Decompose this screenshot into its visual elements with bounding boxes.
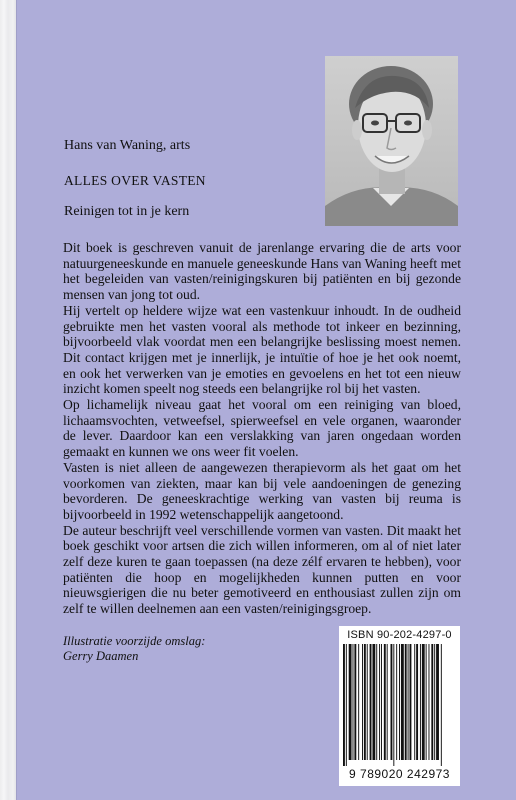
- author-photo: [325, 56, 458, 226]
- barcode-panel: [339, 626, 460, 786]
- book-subtitle: Reinigen tot in je kern: [64, 204, 190, 219]
- barcode-bar: [420, 644, 421, 760]
- barcode-bar: [414, 644, 415, 760]
- barcode-bar: [416, 644, 418, 760]
- blurb-text: [63, 240, 461, 617]
- illustrator-name: Gerry Daamen: [63, 649, 139, 663]
- barcode-bar: [441, 644, 442, 766]
- barcode-icon: [343, 644, 456, 766]
- illustration-label: Illustratie voorzijde omslag:: [63, 634, 206, 648]
- barcode-bar: [436, 644, 439, 760]
- barcode-bar: [396, 644, 397, 760]
- barcode-bar: [367, 644, 368, 760]
- barcode-bar: [393, 644, 394, 766]
- isbn-number: ISBN 90-202-4297-0: [347, 629, 452, 641]
- barcode-bar: [354, 644, 356, 760]
- barcode-bar: [431, 644, 433, 760]
- barcode-bar: [408, 644, 409, 760]
- barcode-bar: [410, 644, 412, 760]
- barcode-bar: [353, 644, 354, 760]
- barcode-bar: [399, 644, 400, 760]
- author-portrait-icon: [325, 56, 458, 226]
- barcode-bar: [364, 644, 366, 760]
- barcode-bar: [426, 644, 427, 760]
- book-title: ALLES OVER VASTEN: [64, 173, 206, 188]
- barcode-bar: [434, 644, 435, 760]
- illustration-credit: [63, 634, 205, 664]
- blurb-paragraph: De auteur beschrijft veel verschillende vormen van vasten. Dit maakt het boek geschikt voor artsen die zich willen informeren, om al of niet later zelf deze kuren te gaan toepassen (na deze zélf ervaren te hebben), voor patiënten die hoop en mogelijkheden kunnen putten en voor nieuwsgierigen die nu beter gemotiveerd en enthousiast zullen zijn om zelf te willen deelnemen aan een vasten/reinigingsgroep.: [63, 522, 461, 617]
- blurb-paragraph: Vasten is niet alleen de aangewezen therapievorm als het gaat om het voorkomen van ziekten, maar kan bij vele aandoeningen de genezing bevorderen. De geneeskrachtige werking van vasten bij reuma is bijvoorbeeld in 1992 wetenschappelijk aangetoond.: [63, 459, 461, 522]
- barcode-bar: [391, 644, 393, 760]
- barcode-bar: [346, 644, 347, 766]
- barcode-bar: [358, 644, 359, 760]
- barcode-bar: [429, 644, 430, 760]
- barcode-bar: [384, 644, 386, 760]
- barcode-bar: [405, 644, 407, 760]
- barcode-bar: [362, 644, 363, 760]
- barcode-bar: [370, 644, 372, 760]
- barcode-bar: [372, 644, 375, 760]
- blurb-paragraph: Op lichamelijk niveau gaat het vooral om een reiniging van bloed, lichaamsvochten, vetweefsel, spierweefsel en vele organen, waaronder de lever. Daardoor kan een verslakking van jaren ongedaan worden gemaakt en kunnen we ons weer fit voelen.: [63, 397, 461, 460]
- author-name: Hans van Waning, arts: [64, 138, 191, 153]
- blurb-paragraph: Dit boek is geschreven vanuit de jarenlange ervaring die de arts voor natuurgeneeskunde en manuele geneeskunde Hans van Waning heeft met het begeleiden van vasten/reinigingskuren bij patiënten en bij gezonde mensen van jong tot oud.: [63, 240, 461, 303]
- barcode-bar: [401, 644, 404, 760]
- barcode-bar: [349, 644, 352, 760]
- barcode-bar: [422, 644, 425, 760]
- barcode-bar: [376, 644, 377, 760]
- barcode-bar: [379, 644, 380, 760]
- barcode-bar: [381, 644, 382, 760]
- barcode-bar: [343, 644, 345, 766]
- blurb-paragraph: Hij vertelt op heldere wijze wat een vastenkuur inhoudt. In de oudheid gebruikte men het vasten vooral als methode tot inkeer en bezinning, bijvoorbeeld vlak voordat men een belangrijke beslissing moest nemen. Dit contact krijgen met je innerlijk, je intuïtie of hoe je het ook noemt, en ook het verwerken van je emoties en gevoelens en het tot een nieuw inzicht komen speelt nog steeds een belangrijke rol bij het vasten.: [63, 302, 461, 397]
- barcode-bar: [387, 644, 388, 760]
- ean-number: 9 789020 242973: [349, 767, 450, 781]
